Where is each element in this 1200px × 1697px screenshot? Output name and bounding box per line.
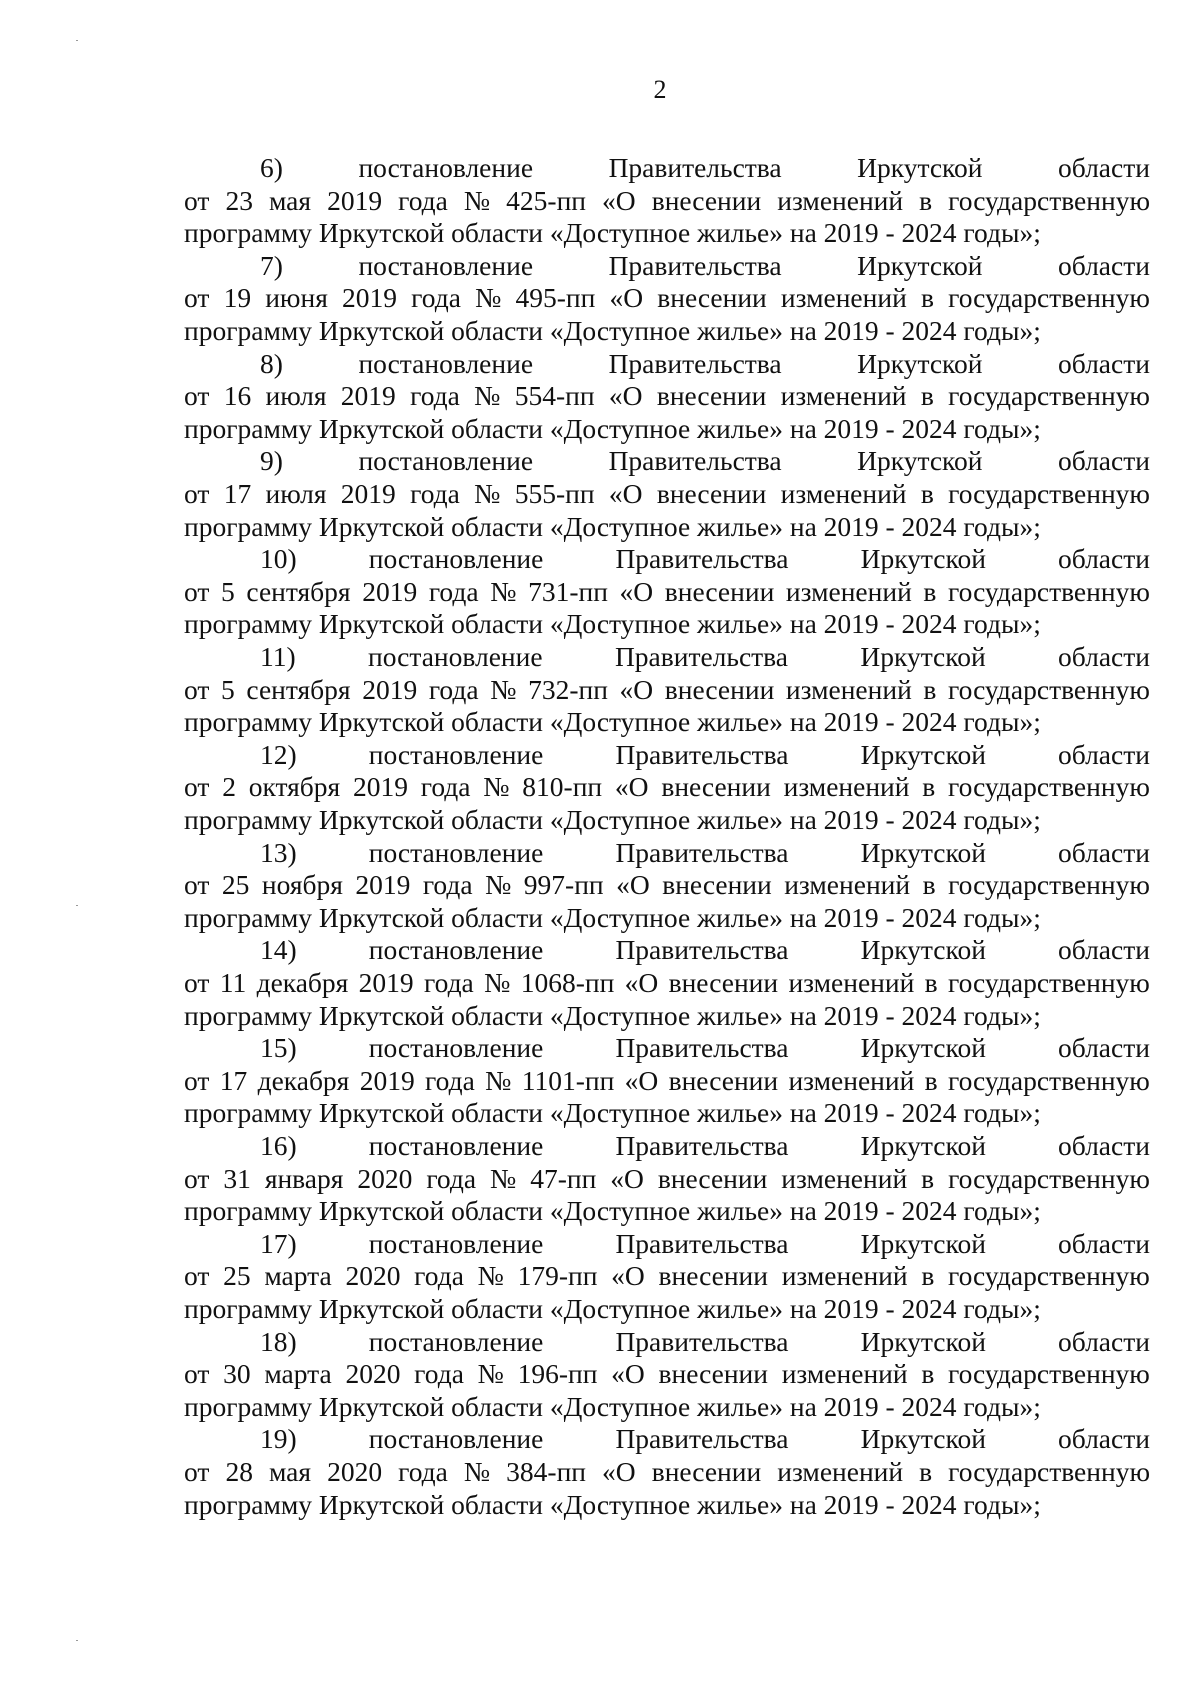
item-word-pravitelstva: Правительства [615,1423,789,1455]
item-second-line-word: «О [609,282,644,314]
item-second-line-word: года [420,771,471,803]
item-second-line-word: 384-пп [506,1455,587,1487]
item-word-pravitelstva: Правительства [615,836,789,868]
scan-mark-top [76,40,78,41]
item-word-irkutskoy: Иркутской [860,1227,986,1259]
item-second-line-word: 425-пп [506,184,587,216]
item-first-line [184,348,1150,381]
item-second-line-word: от [184,575,210,607]
item-second-line-word: внесении [657,282,767,314]
list-item-19 [184,1423,1150,1521]
item-second-line-word: изменений [788,966,915,998]
item-second-line-word: № [477,1358,504,1390]
item-word-pravitelstva: Правительства [615,1227,789,1259]
item-second-line-word: года [414,1358,464,1390]
item-word-postanovlenie: постановление [358,445,534,477]
item-second-line-word: года [428,575,479,607]
item-second-line-word: от [184,477,210,509]
item-second-line-word: в [923,673,937,705]
item-second-line-word: 47-пп [530,1162,597,1194]
item-second-line-word: «О [619,673,654,705]
list-item-11 [184,641,1150,739]
item-second-line-word: от [184,869,210,901]
item-second-line-word: от [184,1064,210,1096]
item-second-line [184,967,1150,1000]
list-item-13 [184,837,1150,935]
item-third-line: программу Иркутской области «Доступное жилье» на 2019 - 2024 годы»; [184,999,1041,1031]
item-word-postanovlenie: постановление [358,347,534,379]
item-second-line-word: 495-пп [515,282,596,314]
item-second-line-word: 2019 [340,380,396,412]
item-word-postanovlenie: постановление [358,249,534,281]
item-second-line-word: изменений [780,477,907,509]
item-first-line [184,445,1150,478]
item-second-line-word: от [184,966,210,998]
item-word-pravitelstva: Правительства [608,445,782,477]
list-item-16 [184,1130,1150,1228]
document-body [184,152,1150,1521]
item-word-irkutskoy: Иркутской [857,249,983,281]
item-second-line-word: в [919,1455,933,1487]
item-second-line-word: государственную [948,575,1150,607]
item-second-line-word: года [414,1260,464,1292]
item-word-pravitelstva: Правительства [608,152,782,183]
item-word-oblasti: области [1058,249,1150,281]
item-word-oblasti: области [1058,152,1150,183]
item-second-line-word: государственную [948,1260,1150,1292]
item-third-line: программу Иркутской области «Доступное жилье» на 2019 - 2024 годы»; [184,1292,1041,1324]
item-second-line-word: государственную [948,966,1150,998]
item-number: 16) [260,1129,297,1161]
item-second-line-word: внесении [664,673,775,705]
item-second-line-word: № [463,184,491,216]
item-second-line-word: 30 [223,1358,251,1390]
item-second-line-word: 2020 [345,1260,401,1292]
item-number: 7) [260,249,283,281]
item-second-line-word: 2020 [327,1455,383,1487]
item-second-line-word: внесении [656,380,767,412]
item-word-postanovlenie: постановление [368,1032,544,1064]
item-second-line-word: декабря [257,1064,350,1096]
item-second-line-word: от [184,380,210,412]
item-second-line-word: 2019 [358,966,414,998]
item-third-line: программу Иркутской области «Доступное жилье» на 2019 - 2024 годы»; [184,706,1041,738]
item-second-line-word: 5 [221,575,235,607]
item-second-line-word: года [410,477,460,509]
list-item-9 [184,445,1150,543]
item-third-line: программу Иркутской области «Доступное жилье» на 2019 - 2024 годы»; [184,510,1041,542]
item-second-line-word: от [184,184,210,216]
item-word-postanovlenie: постановление [368,738,544,770]
item-word-irkutskoy: Иркутской [860,1325,986,1357]
item-number: 12) [260,738,297,770]
item-second-line-word: года [411,282,461,314]
item-second-line-word: внесении [658,1358,768,1390]
item-second-line-word: внесении [658,1260,768,1292]
item-second-line-word: внесении [661,771,771,803]
item-second-line-word: в [921,1162,935,1194]
item-second-line-word: 17 [219,1064,248,1096]
item-number: 19) [260,1423,297,1455]
item-word-pravitelstva: Правительства [615,1032,789,1064]
list-item-10 [184,543,1150,641]
item-second-line-word: от [184,1260,210,1292]
item-second-line-word: 2020 [357,1162,413,1194]
item-second-line-word: июля [265,380,327,412]
item-second-line-word: июня [265,282,328,314]
item-word-irkutskoy: Иркутской [857,152,983,183]
item-second-line-word: изменений [777,184,904,216]
item-second-line-word: № [474,380,501,412]
item-number: 18) [260,1325,297,1357]
item-second-line-word: 31 [223,1162,251,1194]
item-word-oblasti: области [1058,1423,1150,1455]
item-second-line-word: года [422,869,473,901]
item-second-line-word: 555-пп [514,477,595,509]
item-third-line: программу Иркутской области «Доступное жилье» на 2019 - 2024 годы»; [184,1097,1041,1129]
item-second-line-word: в [920,380,934,412]
item-word-oblasti: области [1058,347,1150,379]
item-word-irkutskoy: Иркутской [860,1423,986,1455]
item-first-line [184,837,1150,870]
item-word-oblasti: области [1058,640,1150,672]
item-third-line: программу Иркутской области «Доступное жилье» на 2019 - 2024 годы»; [184,1195,1041,1227]
item-second-line-word: 1068-пп [520,966,615,998]
item-second-line-word: изменений [780,380,907,412]
item-word-postanovlenie: постановление [368,1325,544,1357]
item-second-line-word: января [264,1162,344,1194]
item-second-line-word: 997-пп [523,869,604,901]
item-second-line-word: 2019 [352,771,408,803]
item-third-line: программу Иркутской области «Доступное жилье» на 2019 - 2024 годы»; [184,1390,1041,1422]
list-item-12 [184,739,1150,837]
item-second-line-word: 11 [219,966,247,998]
list-item-15 [184,1032,1150,1130]
item-first-line [184,1032,1150,1065]
item-first-line [184,1228,1150,1261]
item-word-pravitelstva: Правительства [615,1129,789,1161]
item-second-line-word: от [184,282,210,314]
item-second-line-word: 19 [223,282,252,314]
item-second-line-word: «О [619,575,654,607]
item-second-line-word: № [477,1260,504,1292]
item-second-line-word: 23 [225,184,253,216]
item-word-postanovlenie: постановление [368,543,544,575]
item-second-line-word: в [923,575,937,607]
item-second-line-word: в [919,184,933,216]
item-first-line [184,739,1150,772]
item-second-line-word: года [398,1455,448,1487]
item-second-line-word: № [490,575,517,607]
item-second-line-word: 179-пп [517,1260,598,1292]
item-second-line-word: № [475,282,502,314]
item-second-line-word: 810-пп [522,771,603,803]
item-second-line [184,869,1150,902]
item-word-postanovlenie: постановление [358,152,534,183]
item-word-postanovlenie: постановление [368,1129,544,1161]
item-word-irkutskoy: Иркутской [860,836,986,868]
item-second-line-word: государственную [948,771,1150,803]
list-item-6 [184,152,1150,250]
list-item-17 [184,1228,1150,1326]
item-second-line-word: «О [614,771,649,803]
item-first-line [184,1423,1150,1456]
item-second-line-word: октября [248,771,341,803]
item-second-line-word: в [922,771,936,803]
item-word-irkutskoy: Иркутской [860,1129,986,1161]
item-word-oblasti: области [1058,1325,1150,1357]
item-second-line-word: 2 [222,771,236,803]
item-second-line-word: года [428,673,479,705]
item-second-line [184,674,1150,707]
item-second-line-word: от [184,1162,210,1194]
item-word-pravitelstva: Правительства [608,347,782,379]
item-second-line-word: 554-пп [514,380,595,412]
item-number: 10) [260,543,297,575]
item-second-line-word: изменений [781,1162,908,1194]
item-second-line-word: 196-пп [517,1358,598,1390]
item-third-line: программу Иркутской области «Доступное жилье» на 2019 - 2024 годы»; [184,217,1041,249]
item-second-line-word: 2019 [342,282,398,314]
item-second-line [184,478,1150,511]
item-number: 14) [260,934,297,966]
item-second-line-word: государственную [948,184,1150,216]
item-second-line-word: года [426,1162,477,1194]
item-second-line-word: государственную [948,1455,1150,1487]
item-second-line-word: внесении [651,1455,762,1487]
item-second-line-word: мая [268,184,312,216]
list-item-14 [184,934,1150,1032]
item-second-line-word: государственную [948,1064,1150,1096]
item-second-line-word: «О [610,1162,644,1194]
item-word-irkutskoy: Иркутской [857,347,983,379]
item-word-pravitelstva: Правительства [615,1325,789,1357]
item-first-line [184,934,1150,967]
item-second-line-word: государственную [948,282,1150,314]
item-second-line-word: от [184,673,210,705]
item-word-oblasti: области [1058,934,1150,966]
item-second-line-word: внесении [651,184,762,216]
item-word-oblasti: области [1058,836,1150,868]
item-second-line-word: в [921,1260,935,1292]
item-second-line-word: 2019 [362,575,418,607]
scan-mark-middle [76,905,78,906]
item-third-line: программу Иркутской области «Доступное жилье» на 2019 - 2024 годы»; [184,803,1041,835]
item-second-line [184,1260,1150,1293]
item-second-line-word: изменений [781,1260,908,1292]
item-second-line-word: № [474,477,501,509]
item-number: 6) [260,152,283,183]
item-first-line [184,641,1150,674]
item-second-line [184,282,1150,315]
item-second-line-word: июля [265,477,327,509]
item-second-line-word: № [490,673,517,705]
item-second-line-word: декабря [256,966,349,998]
item-second-line-word: № [463,1455,491,1487]
item-second-line-word: в [921,1358,935,1390]
item-second-line-word: 2019 [327,184,383,216]
item-second-line-word: «О [624,966,659,998]
item-second-line-word: № [485,869,512,901]
item-number: 11) [260,640,296,672]
item-second-line [184,380,1150,413]
item-second-line-word: «О [602,1455,636,1487]
item-second-line-word: № [483,771,510,803]
item-word-pravitelstva: Правительства [614,640,788,672]
item-second-line-word: года [424,966,474,998]
item-second-line-word: сентября [246,575,351,607]
item-second-line-word: 25 [223,1260,251,1292]
item-second-line-word: внесении [668,966,779,998]
item-word-irkutskoy: Иркутской [857,445,983,477]
item-word-postanovlenie: постановление [368,1227,544,1259]
item-second-line-word: внесении [656,477,767,509]
item-second-line-word: «О [616,869,650,901]
item-second-line-word: в [924,966,938,998]
item-second-line-word: 2019 [362,673,418,705]
item-second-line-word: государственную [948,869,1150,901]
item-second-line-word: изменений [783,771,910,803]
item-second-line-word: 17 [223,477,252,509]
item-second-line-word: мая [268,1455,312,1487]
item-second-line-word: «О [611,1260,645,1292]
item-second-line-word: года [398,184,448,216]
item-second-line-word: года [410,380,460,412]
item-second-line-word: ноября [261,869,343,901]
item-second-line-word: 5 [221,673,235,705]
item-second-line [184,1163,1150,1196]
item-first-line [184,152,1150,185]
item-second-line-word: 732-пп [528,673,608,705]
item-third-line: программу Иркутской области «Доступное жилье» на 2019 - 2024 годы»; [184,608,1041,640]
item-second-line-word: государственную [948,380,1150,412]
item-second-line-word: изменений [785,673,912,705]
item-word-pravitelstva: Правительства [615,543,789,575]
list-item-18 [184,1326,1150,1424]
item-second-line-word: года [425,1064,475,1096]
item-second-line-word: государственную [948,1162,1150,1194]
item-word-oblasti: области [1058,738,1150,770]
item-second-line [184,771,1150,804]
item-second-line-word: государственную [948,1358,1150,1390]
item-word-irkutskoy: Иркутской [860,738,986,770]
item-word-oblasti: области [1058,1227,1150,1259]
item-second-line-word: 28 [225,1455,253,1487]
item-word-postanovlenie: постановление [368,1423,544,1455]
item-number: 15) [260,1032,297,1064]
item-second-line-word: изменений [780,282,907,314]
item-second-line-word: 25 [221,869,250,901]
item-second-line-word: «О [624,1064,659,1096]
item-third-line: программу Иркутской области «Доступное жилье» на 2019 - 2024 годы»; [184,1488,1041,1520]
item-second-line-word: 2020 [345,1358,401,1390]
item-third-line: программу Иркутской области «Доступное жилье» на 2019 - 2024 годы»; [184,412,1041,444]
item-second-line [184,1358,1150,1391]
page-number: 2 [653,75,667,104]
item-second-line-word: от [184,1455,210,1487]
item-word-irkutskoy: Иркутской [860,934,986,966]
item-word-oblasti: области [1058,1032,1150,1064]
item-number: 17) [260,1227,297,1259]
item-second-line-word: внесении [657,1162,768,1194]
item-second-line-word: 2019 [355,869,411,901]
item-number: 8) [260,347,283,379]
item-word-postanovlenie: постановление [368,836,544,868]
scan-mark-bottom [76,1640,78,1641]
item-word-oblasti: области [1058,445,1150,477]
item-word-oblasti: области [1058,1129,1150,1161]
item-word-postanovlenie: постановление [368,934,544,966]
item-second-line-word: 731-пп [528,575,608,607]
item-second-line-word: государственную [948,673,1150,705]
item-second-line-word: № [484,966,511,998]
item-second-line [184,1456,1150,1489]
item-second-line-word: 1101-пп [521,1064,615,1096]
item-second-line-word: от [184,771,210,803]
item-second-line-word: «О [602,184,636,216]
item-second-line-word: внесении [668,1064,779,1096]
item-number: 9) [260,445,283,477]
item-second-line-word: «О [608,380,643,412]
item-second-line-word: от [184,1358,210,1390]
item-second-line-word: в [924,1064,938,1096]
item-number: 13) [260,836,297,868]
item-second-line-word: марта [264,1358,332,1390]
item-second-line-word: сентября [246,673,351,705]
item-second-line [184,1065,1150,1098]
item-second-line [184,185,1150,218]
item-second-line-word: 2019 [359,1064,415,1096]
item-word-postanovlenie: постановление [368,640,543,672]
list-item-7 [184,250,1150,348]
item-second-line-word: изменений [777,1455,904,1487]
item-second-line-word: внесении [662,869,772,901]
item-second-line-word: изменений [785,575,912,607]
item-third-line: программу Иркутской области «Доступное жилье» на 2019 - 2024 годы»; [184,901,1041,933]
item-second-line-word: «О [611,1358,645,1390]
item-second-line-word: марта [264,1260,332,1292]
item-word-irkutskoy: Иркутской [860,543,986,575]
item-first-line [184,1326,1150,1359]
item-word-irkutskoy: Иркутской [860,640,986,672]
item-second-line-word: в [922,869,936,901]
item-second-line-word: № [490,1162,517,1194]
item-word-irkutskoy: Иркутской [860,1032,986,1064]
item-second-line [184,576,1150,609]
item-second-line-word: изменений [781,1358,908,1390]
list-item-8 [184,348,1150,446]
item-second-line-word: внесении [664,575,775,607]
item-second-line-word: 16 [223,380,252,412]
item-first-line [184,543,1150,576]
item-second-line-word: в [920,477,934,509]
item-first-line [184,1130,1150,1163]
item-word-pravitelstva: Правительства [615,934,789,966]
item-second-line-word: «О [608,477,643,509]
item-second-line-word: государственную [948,477,1150,509]
item-third-line: программу Иркутской области «Доступное жилье» на 2019 - 2024 годы»; [184,314,1041,346]
item-second-line-word: в [920,282,934,314]
item-first-line [184,250,1150,283]
item-second-line-word: 2019 [340,477,396,509]
item-second-line-word: № [485,1064,512,1096]
item-second-line-word: изменений [788,1064,915,1096]
item-word-pravitelstva: Правительства [608,249,782,281]
item-word-pravitelstva: Правительства [615,738,789,770]
item-second-line-word: изменений [784,869,911,901]
item-word-oblasti: области [1058,543,1150,575]
